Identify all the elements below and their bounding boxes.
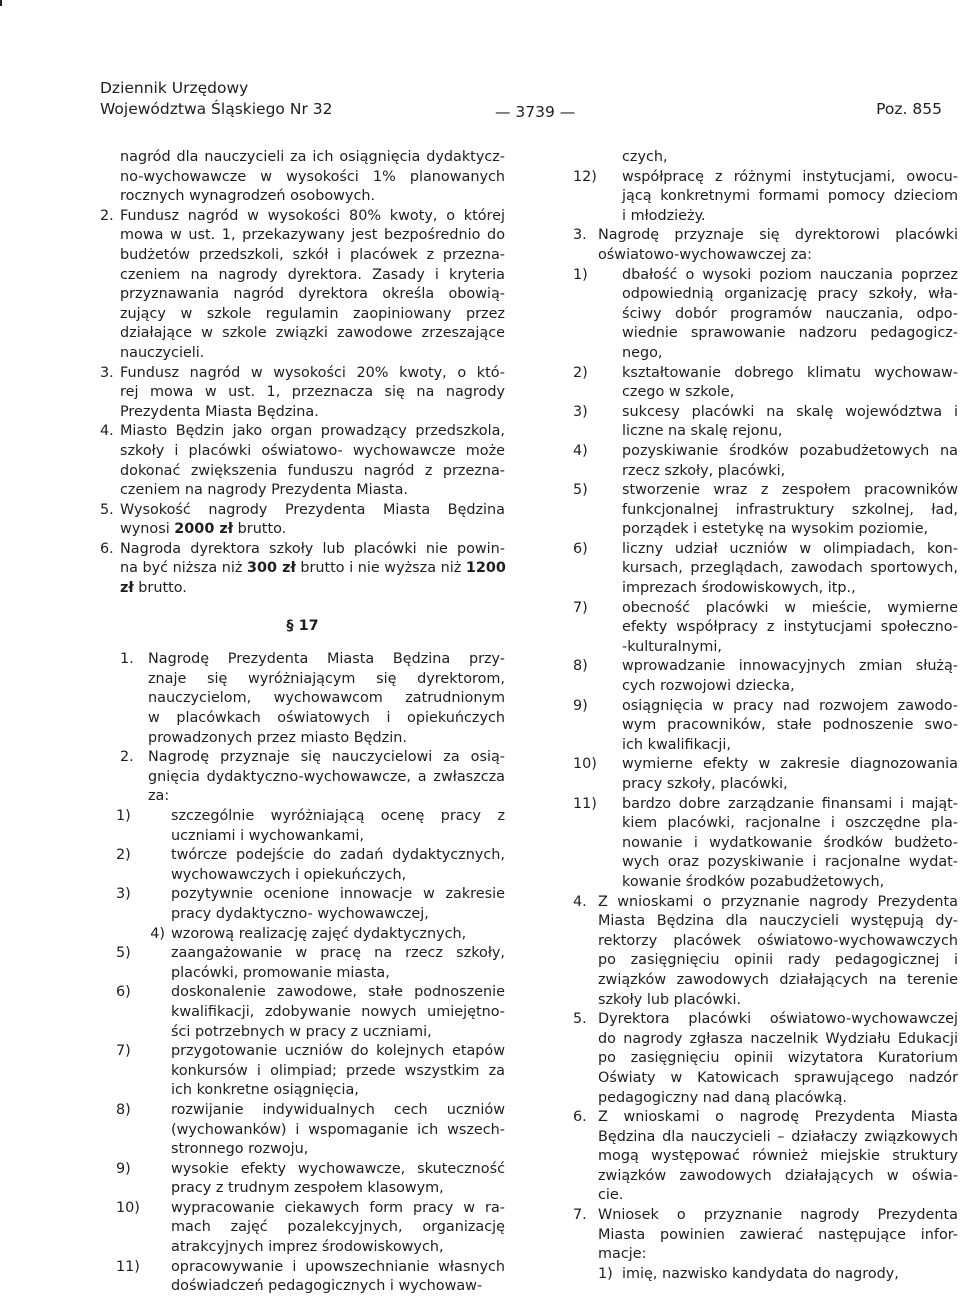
list-item <box>100 1101 505 1121</box>
text-line: za: <box>148 788 170 805</box>
text-run: wzorową realizację zajęć dydaktycznych, <box>171 925 467 942</box>
text-run: i młodzieży. <box>622 207 706 224</box>
list-item-continuation <box>100 1121 505 1141</box>
section-paragraph-2-first-line <box>100 748 505 768</box>
paragraph-6-first-line <box>100 540 505 560</box>
item-number: 9) <box>573 697 588 714</box>
list-item-continuation <box>100 827 505 847</box>
list-item <box>100 807 505 827</box>
list-item-continuation <box>573 344 958 364</box>
text-run: imię, nazwisko kandydata do nagrody, <box>622 1265 899 1282</box>
text-run: kiem placówki, racjonalne i oszczędne pla- <box>622 815 958 832</box>
text-run: rozwijanie indywidualnych cech uczniów <box>171 1101 505 1118</box>
text-run: odpowiednią organizację pracy szkoły, wła- <box>622 286 958 303</box>
text-line: mowa w ust. 1, przekazywany jest bezpośrednio do <box>120 227 505 244</box>
text-run: atrakcyjnych imprez środowiskowych, <box>171 1239 444 1256</box>
text-run: Dyrektora placówki oświatowo-wychowawczej <box>598 1011 958 1028</box>
paragraph-number: 4. <box>573 893 587 910</box>
list-item-continuation <box>573 520 958 540</box>
list-item-continuation <box>573 579 958 599</box>
list-item <box>100 846 505 866</box>
list-item <box>573 697 958 717</box>
list-item <box>100 1258 505 1278</box>
text-line: zujący w szkole regulamin zaopiniowany przez <box>120 305 505 322</box>
text-run: pedagogiczny nad daną placówką. <box>598 1089 847 1106</box>
text-run: do nagrody zgłasza naczelnik Wydziału Edukacji <box>598 1030 958 1047</box>
text-line: rej mowa w ust. 1, przeznacza się na nagrody <box>120 384 505 401</box>
text-run: Nagrodę przyznaje się nauczycielowi za osią- <box>148 749 505 766</box>
text-line <box>573 971 958 991</box>
text-run: kursach, przeglądach, zawodach sportowych, <box>622 560 958 577</box>
page-header <box>100 78 942 124</box>
text-line: rocznych wynagrodzeń osobowych. <box>120 188 376 205</box>
list-item-continuation <box>573 285 958 305</box>
paragraph-number: 3. <box>573 227 587 244</box>
text-run: nego, <box>622 344 663 361</box>
list-item-continuation <box>573 775 958 795</box>
criteria-list-continued <box>573 168 958 227</box>
text-run: pracy dydaktyczno- wychowawczej, <box>171 905 429 922</box>
list-item-continuation <box>573 736 958 756</box>
item-number: 3) <box>116 886 131 903</box>
text-run: Fundusz nagród w wysokości 20% kwoty, o któ- <box>120 364 505 381</box>
text-run: przygotowanie uczniów do kolejnych etapów <box>171 1043 505 1060</box>
text-run: wiednie sprawowanie nadzoru pedagogicz- <box>622 325 958 342</box>
item-number: 2) <box>573 364 588 381</box>
text-run: pozyskiwanie środków pozabudżetowych na <box>622 442 958 459</box>
item-number: 6) <box>116 984 131 1001</box>
text-run: ści potrzebnych w pracy z uczniami, <box>171 1023 432 1040</box>
text-line <box>573 1030 958 1050</box>
list-item-continuation <box>573 638 958 658</box>
item-number: 9) <box>116 1160 131 1177</box>
text-line: Prezydenta Miasta Będzina. <box>120 403 319 420</box>
text-line <box>100 559 505 579</box>
amount-bold: 300 zł <box>247 560 296 577</box>
corner-crop-mark <box>0 0 2 6</box>
text-line: działające w szkole związki zawodowe zrzeszające <box>120 325 505 342</box>
text-run: kowanie środków pozabudżetowych, <box>622 873 885 890</box>
text-run: macje: <box>598 1246 647 1263</box>
text-line <box>100 579 505 599</box>
text-line: znaje się wyróżniającym się dyrektorom, <box>148 670 505 687</box>
text-run: placówki, promowanie miasta, <box>171 964 390 981</box>
list-item <box>573 540 958 560</box>
text-run: Oświaty w Katowicach sprawującego nadzór <box>598 1069 958 1086</box>
text-run: imprezach środowiskowych, itp., <box>622 580 856 597</box>
list-item-continuation <box>573 618 958 638</box>
list-item-continuation <box>100 1062 505 1082</box>
right-column <box>573 148 958 1284</box>
text-run: pozytywnie ocenione innowacje w zakresie <box>171 886 505 903</box>
list-item <box>100 1160 505 1180</box>
paragraph-5-first-line <box>100 501 505 521</box>
text-run: Fundusz nagród w wysokości 80% kwoty, o której <box>120 207 505 224</box>
text-run: ich kwalifikacji, <box>622 736 731 753</box>
list-item-continuation <box>573 462 958 482</box>
paragraph-number: 1. <box>120 651 134 668</box>
list-item <box>100 944 505 964</box>
text-line <box>573 951 958 971</box>
text-run: po zasięgnięciu opinii rady pedagogicznej i <box>598 952 958 969</box>
item-number: 11) <box>116 1258 140 1275</box>
text-run: stronnego rozwoju, <box>171 1141 309 1158</box>
text-line <box>573 1049 958 1069</box>
text-run: Miasta Będzina dla nauczycieli występują dy- <box>598 913 958 930</box>
text-run: dbałość o wysoki poziom nauczania poprzez <box>622 266 958 283</box>
text-line <box>573 1147 958 1167</box>
list-item <box>100 925 505 945</box>
text-run: brutto. <box>233 521 287 538</box>
item-number: 2) <box>116 847 131 864</box>
text-run: Nagrodę Prezydenta Miasta Będzina przy- <box>148 651 505 668</box>
text-run: Nagrodę przyznaje się dyrektorowi placówki <box>598 227 958 244</box>
paragraph-number: 2. <box>120 749 134 766</box>
list-item <box>573 599 958 619</box>
list-item-continuation <box>573 422 958 442</box>
text-line <box>573 1186 958 1206</box>
list-item <box>573 755 958 775</box>
text-line: prowadzonych przez miasto Będzin. <box>148 729 407 746</box>
list-item-continuation <box>573 814 958 834</box>
text-run: bardzo dobre zarządzanie finansami i mająt- <box>622 795 958 812</box>
text-run: wynosi <box>120 521 175 538</box>
list-item-continuation <box>100 1081 505 1101</box>
text-run: doświadczeń pedagogicznych i wychowaw- <box>171 1278 483 1295</box>
text-line: szkoły i placówki oświatowo- wychowawcze może <box>120 442 505 459</box>
text-run: konkursów i olimpiad; przede wszystkim za <box>171 1062 505 1079</box>
list-item <box>573 442 958 462</box>
text-run: twórcze podejście do zadań dydaktycznych, <box>171 847 505 864</box>
text-run: Nagroda dyrektora szkoły lub placówki nie powin- <box>120 540 505 557</box>
text-line: czeniem na nagrody Prezydenta Miasta. <box>120 482 408 499</box>
list-item-continuation <box>573 853 958 873</box>
text-run: brutto i nie wyższa niż <box>295 560 466 577</box>
list-item <box>573 403 958 423</box>
paragraph-number: 7. <box>573 1207 587 1224</box>
text-line <box>573 1245 958 1265</box>
item-number: 5) <box>573 482 588 499</box>
list-item <box>573 168 958 188</box>
text-run: wymierne efekty w zakresie diagnozowania <box>622 756 958 773</box>
amount-bold: 2000 zł <box>174 521 234 538</box>
text-line <box>573 1069 958 1089</box>
list-item <box>573 657 958 677</box>
text-run: wprowadzanie innowacyjnych zmian służą- <box>622 658 958 675</box>
list-item-continuation <box>100 866 505 886</box>
list-item-continuation <box>100 1277 505 1297</box>
amount-bold: zł <box>120 580 134 597</box>
text-line <box>573 1167 958 1187</box>
list-item-continuation <box>573 716 958 736</box>
list-item-continuation <box>573 873 958 893</box>
list-item <box>100 885 505 905</box>
paragraph-number: 4. <box>100 423 114 440</box>
list-item-continuation <box>573 207 958 227</box>
list-item-continuation <box>100 964 505 984</box>
text-run: sukcesy placówki na skalę województwa i <box>622 403 958 420</box>
text-run: wysokie efekty wychowawcze, skuteczność <box>171 1160 505 1177</box>
text-run: liczny udział uczniów w olimpiadach, kon- <box>622 540 958 557</box>
text-run: brutto. <box>133 580 187 597</box>
text-run: Z wnioskami o nagrodę Prezydenta Miasta <box>598 1109 958 1126</box>
text-run: jącą konkretnymi formami pomocy dzieciom <box>622 188 958 205</box>
item-number: 7) <box>573 599 588 616</box>
text-run: pracy szkoły, placówki, <box>622 776 788 792</box>
journal-title <box>100 78 332 120</box>
paragraph-first-line <box>573 1010 958 1030</box>
list-item <box>573 364 958 384</box>
text-run: rektorzy placówek oświatowo-wychowawczych <box>598 932 958 949</box>
item-number: 4) <box>573 442 588 459</box>
text-run: ściwy dobór programów nauczania, odpo- <box>622 305 958 322</box>
list-item <box>573 795 958 815</box>
item-number: 11) <box>573 795 597 812</box>
text-run: (wychowanków) i wspomaganie ich wszech- <box>171 1121 505 1138</box>
list-item-continuation <box>573 559 958 579</box>
text-run: związków zawodowych działających na terenie <box>598 971 958 988</box>
text-run: po zasięgnięciu opinii wizytatora Kuratorium <box>598 1050 958 1067</box>
text-run: funkcjonalnej infrastruktury szkolnej, ład, <box>622 501 958 518</box>
paragraph-2-first-line <box>100 207 505 227</box>
text-run: cych rozwojowi dziecka, <box>622 678 795 695</box>
list-item-continuation <box>573 501 958 521</box>
text-line: przyznawania nagród dyrektora określa obowią- <box>120 286 505 303</box>
text-run: Miasta powinien zawierać następujące infor- <box>598 1226 958 1243</box>
item-number: 10) <box>116 1199 140 1216</box>
paragraph-number: 2. <box>100 207 114 224</box>
list-item-continuation <box>100 1218 505 1238</box>
paragraph-first-line <box>573 1206 958 1226</box>
page-number: — 3739 — <box>495 103 576 121</box>
item-number: 1) <box>116 808 131 824</box>
text-run: uczniami i wychowankami, <box>171 827 365 844</box>
text-run: osiągnięcia w pracy nad rozwojem zawodo- <box>622 697 958 714</box>
text-line: w placówkach oświatowych i opiekuńczych <box>148 710 505 727</box>
item-number: 1) <box>573 266 588 283</box>
text-run: -kulturalnymi, <box>622 638 722 655</box>
text-line: dokonać zwiększenia funduszu nagród z przezna- <box>120 462 505 479</box>
text-run: porządek i estetykę na wysokim poziomie, <box>622 521 929 538</box>
text-line <box>100 520 505 540</box>
text-run: Będzina dla nauczycieli – działaczy związkowych <box>598 1128 958 1145</box>
paragraph-number: 6. <box>573 1109 587 1126</box>
text-run: liczne na skalę rejonu, <box>622 423 783 440</box>
text-run: czego w szkole, <box>622 384 735 401</box>
item-number: 4) <box>150 925 165 942</box>
position-number: Poz. 855 <box>876 100 942 118</box>
paragraph-number: 6. <box>100 540 114 557</box>
text-line <box>573 932 958 952</box>
text-line: nauczycielom, wychowawcom zatrudnionym <box>148 690 505 707</box>
text-run: wym pracowników, stałe podnoszenie swo- <box>622 717 958 734</box>
text-run: rzecz szkoły, placówki, <box>622 462 786 479</box>
text-line: oświatowo-wychowawczej za: <box>598 246 812 263</box>
text-run: efekty współpracy z instytucjami społeczno- <box>622 619 958 636</box>
list-item-continuation <box>573 677 958 697</box>
item-number: 1) <box>598 1265 613 1282</box>
text-line: budżetów przedszkoli, szkół i placówek z przezna- <box>120 246 505 263</box>
text-line: nagród dla nauczycieli za ich osiągnięcia dydaktycz- <box>120 149 505 165</box>
list-item-continuation <box>573 187 958 207</box>
text-run: szczególnie wyróżniającą ocenę pracy z <box>171 808 505 824</box>
list-item-continuation <box>100 1179 505 1199</box>
text-line: czeniem na nagrody dyrektora. Zasady i kryteria <box>120 266 505 283</box>
paragraph-first-line <box>573 893 958 913</box>
text-line <box>573 991 958 1011</box>
text-run: wych oraz pozyskiwanie i racjonalne wydat- <box>622 854 958 871</box>
text-run: zaangażowanie w pracę na rzecz szkoły, <box>171 945 505 962</box>
text-run: cie. <box>598 1187 624 1204</box>
left-column <box>100 148 505 1297</box>
list-item <box>573 1265 958 1285</box>
paragraph-first-line <box>573 1108 958 1128</box>
text-line: czych, <box>622 149 668 165</box>
text-run: mogą występować również miejskie struktury <box>598 1148 958 1165</box>
item-number: 5) <box>116 945 131 962</box>
paragraphs-4-7 <box>573 893 958 1265</box>
paragraph-3-first-line <box>100 364 505 384</box>
text-run: Wysokość nagrody Prezydenta Miasta Będzina <box>120 501 505 518</box>
list-item-continuation <box>573 834 958 854</box>
text-run: wychowawczych i opiekuńczych, <box>171 866 407 883</box>
text-run: stworzenie wraz z zespołem pracowników <box>622 482 958 499</box>
text-run: obecność placówki w mieście, wymierne <box>622 599 958 616</box>
list-item <box>100 1199 505 1219</box>
text-line: nauczycieli. <box>120 344 205 361</box>
text-run: wypracowanie ciekawych form pracy w ra- <box>171 1199 505 1216</box>
text-run: kształtowanie dobrego klimatu wychowaw- <box>622 364 958 381</box>
text-run: nowanie i wydatkowanie środków budżeto- <box>622 834 958 851</box>
list-item-continuation <box>100 1023 505 1043</box>
list-item-continuation <box>100 1140 505 1160</box>
list-item <box>573 266 958 286</box>
text-run: kwalifikacji, zdobywanie nowych umiejętno- <box>171 1003 505 1020</box>
text-line <box>573 912 958 932</box>
journal-title-line2: Województwa Śląskiego Nr 32 <box>100 100 333 118</box>
list-item-continuation <box>573 305 958 325</box>
text-run: Wniosek o przyznanie nagrody Prezydenta <box>598 1207 958 1224</box>
list-item-continuation <box>573 324 958 344</box>
section-paragraph-1-first-line <box>100 650 505 670</box>
text-line: gnięcia dydaktyczno-wychowawcze, a zwłaszcza <box>148 768 505 785</box>
paragraph-4-first-line <box>100 422 505 442</box>
dyrektor-criteria-list <box>573 266 958 893</box>
list-item-continuation <box>100 1238 505 1258</box>
item-number: 12) <box>573 168 597 185</box>
list-item <box>100 983 505 1003</box>
text-run: opracowywanie i upowszechnianie własnych <box>171 1258 505 1275</box>
list-item-continuation <box>100 905 505 925</box>
list-item <box>100 1042 505 1062</box>
text-run: związków zawodowych działających w oświa- <box>598 1167 958 1184</box>
text-run: Z wnioskami o przyznanie nagrody Prezydenta <box>598 893 958 910</box>
paragraph-number: 5. <box>573 1011 587 1028</box>
nauczyciel-criteria-list <box>100 807 505 1297</box>
text-line: no-wychowawcze w wysokości 1% planowanych <box>120 168 505 185</box>
text-run: Miasto Będzin jako organ prowadzący przedszkola, <box>120 423 505 440</box>
item-number: 7) <box>116 1043 131 1060</box>
paragraph-number: 3. <box>100 364 114 381</box>
amount-bold: 1200 <box>465 560 506 577</box>
text-run: współpracę z różnymi instytucjami, owocu- <box>622 168 958 185</box>
text-run: szkoły lub placówki. <box>598 991 742 1008</box>
item-number: 10) <box>573 756 597 773</box>
text-line <box>573 1089 958 1109</box>
text-run: pracy z trudnym zespołem klasowym, <box>171 1180 444 1197</box>
text-run: ich konkretne osiągnięcia, <box>171 1082 359 1099</box>
section-heading: § 17 <box>286 617 319 634</box>
item-number: 8) <box>116 1101 131 1118</box>
item-number: 8) <box>573 658 588 675</box>
paragraph-3-first-line <box>573 226 958 246</box>
text-line <box>573 1128 958 1148</box>
journal-title-line1: Dziennik Urzędowy <box>100 79 249 97</box>
paragraph-number: 5. <box>100 501 114 518</box>
list-item-continuation <box>573 383 958 403</box>
list-item <box>573 481 958 501</box>
item-number: 3) <box>573 403 588 420</box>
item-number: 6) <box>573 540 588 557</box>
text-run: mach zajęć pozalekcyjnych, organizację <box>171 1219 505 1236</box>
list-item-continuation <box>100 1003 505 1023</box>
text-line <box>573 1226 958 1246</box>
text-run: na być niższa niż <box>120 560 248 577</box>
text-run: doskonalenie zawodowe, stałe podnoszenie <box>171 984 505 1001</box>
